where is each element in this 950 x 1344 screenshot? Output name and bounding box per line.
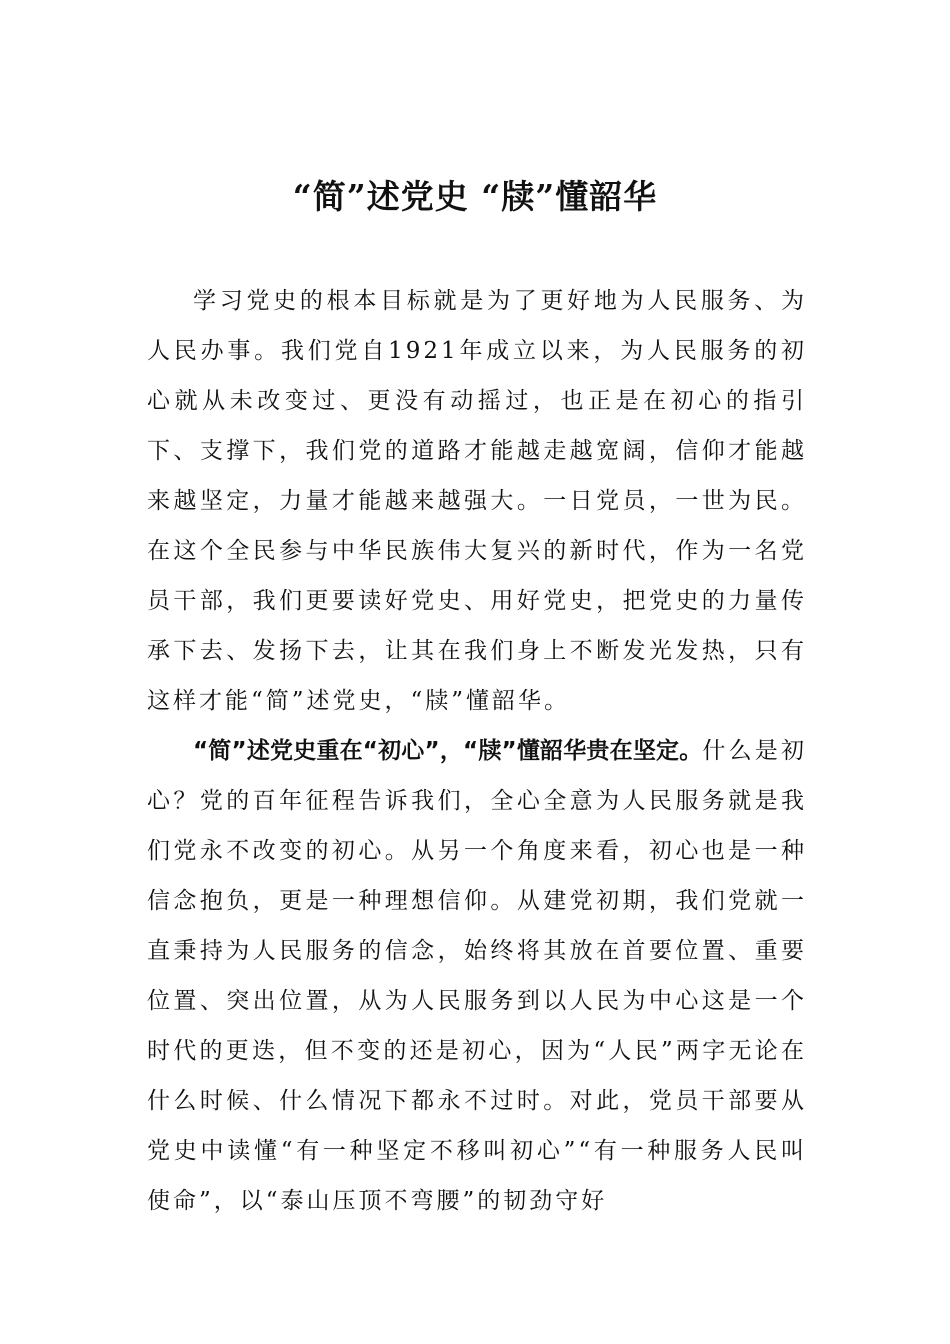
paragraph-2-text: 什么是初心？党的百年征程告诉我们，全心全意为人民服务就是我们党永不改变的初心。从另一个角度来看，初心也是一种信念抱负，更是一种理想信仰。从建党初期，我们党就一直秉持为人民服务的信念，始终将其放在首要位置、重要位置、突出位置，从为人民服务到以人民为中心这是一个时代的更迭，但不变的还是初心，因为“人民”两字无论在什么时候、什么情况下都永不过时。对此，党员干部要从党史中读懂“有一种坚定不移叫初心”“有一种服务人民叫使命”，以“泰山压顶不弯腰”的韧劲守好 xyxy=(147,738,807,1214)
paragraph-2-lead: “简”述党史重在“初心”，“牍”懂韶华贵在坚定。 xyxy=(193,738,703,764)
paragraph-1 xyxy=(147,276,807,726)
paragraph-2 xyxy=(147,726,807,1226)
paragraph-1-text: 学习党史的根本目标就是为了更好地为人民服务、为人民办事。我们党自1921年成立以来，为人民服务的初心就从未改变过、更没有动摇过，也正是在初心的指引下、支撑下，我们党的道路才能越走越宽阔，信仰才能越来越坚定，力量才能越来越强大。一日党员，一世为民。在这个全民参与中华民族伟大复兴的新时代，作为一名党员干部，我们更要读好党史、用好党史，把党史的力量传承下去、发扬下去，让其在我们身上不断发光发热，只有这样才能“简”述党史，“牍”懂韶华。 xyxy=(147,288,807,714)
document-body xyxy=(147,276,807,1226)
document-title: “简”述党史 “牍”懂韶华 xyxy=(292,177,658,216)
